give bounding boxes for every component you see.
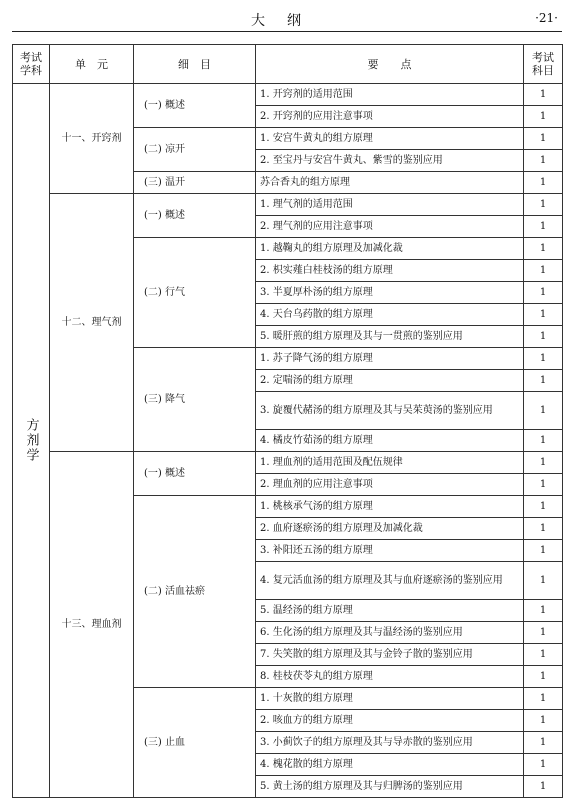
point-cell: 5. 暖肝煎的组方原理及其与一贯煎的鉴别应用	[256, 326, 524, 348]
exam-value-cell: 1	[524, 732, 563, 754]
point-cell: 1. 理气剂的适用范围	[256, 194, 524, 216]
exam-value-cell: 1	[524, 106, 563, 128]
exam-value-cell: 1	[524, 370, 563, 392]
point-cell: 2. 至宝丹与安宫牛黄丸、紫雪的鉴别应用	[256, 150, 524, 172]
syllabus-table	[12, 44, 563, 798]
column-header-exam: 考试科目	[524, 45, 563, 84]
point-cell: 4. 复元活血汤的组方原理及其与血府逐瘀汤的鉴别应用	[256, 562, 524, 600]
section-cell: (三) 温开	[134, 172, 256, 194]
point-cell: 7. 失笑散的组方原理及其与金铃子散的鉴别应用	[256, 644, 524, 666]
header-rule	[12, 31, 562, 32]
table-body	[13, 84, 563, 798]
exam-value-cell: 1	[524, 304, 563, 326]
section-cell: (二) 凉开	[134, 128, 256, 172]
point-cell: 1. 桃核承气汤的组方原理	[256, 496, 524, 518]
point-cell: 8. 桂枝茯苓丸的组方原理	[256, 666, 524, 688]
column-header-item: 细 目	[134, 45, 256, 84]
section-cell: (一) 概述	[134, 84, 256, 128]
point-cell: 2. 枳实薤白桂枝汤的组方原理	[256, 260, 524, 282]
page-header	[12, 6, 562, 32]
exam-value-cell: 1	[524, 216, 563, 238]
point-cell: 2. 定喘汤的组方原理	[256, 370, 524, 392]
point-cell: 3. 小蓟饮子的组方原理及其与导赤散的鉴别应用	[256, 732, 524, 754]
unit-cell: 十二、理气剂	[50, 194, 134, 452]
exam-value-cell: 1	[524, 518, 563, 540]
exam-value-cell: 1	[524, 562, 563, 600]
exam-value-cell: 1	[524, 326, 563, 348]
page-number: ·21·	[535, 11, 558, 25]
exam-value-cell: 1	[524, 710, 563, 732]
exam-value-cell: 1	[524, 260, 563, 282]
point-cell: 4. 天台乌药散的组方原理	[256, 304, 524, 326]
exam-value-cell: 1	[524, 496, 563, 518]
exam-value-cell: 1	[524, 282, 563, 304]
point-cell: 1. 越鞠丸的组方原理及加减化裁	[256, 238, 524, 260]
unit-cell: 十三、理血剂	[50, 452, 134, 798]
column-header-points: 要 点	[256, 45, 524, 84]
exam-value-cell: 1	[524, 172, 563, 194]
column-header-subject: 考试学科	[13, 45, 50, 84]
section-cell: (三) 止血	[134, 688, 256, 798]
table-row	[13, 194, 563, 216]
exam-value-cell: 1	[524, 540, 563, 562]
header-title: 大纲	[251, 13, 323, 29]
point-cell: 1. 苏子降气汤的组方原理	[256, 348, 524, 370]
exam-value-cell: 1	[524, 688, 563, 710]
exam-value-cell: 1	[524, 238, 563, 260]
exam-value-cell: 1	[524, 474, 563, 496]
point-cell: 2. 血府逐瘀汤的组方原理及加减化裁	[256, 518, 524, 540]
point-cell: 1. 理血剂的适用范围及配伍规律	[256, 452, 524, 474]
point-cell: 1. 开窍剂的适用范围	[256, 84, 524, 106]
subject-cell	[13, 84, 50, 798]
exam-value-cell: 1	[524, 622, 563, 644]
exam-value-cell: 1	[524, 452, 563, 474]
exam-value-cell: 1	[524, 392, 563, 430]
exam-value-cell: 1	[524, 754, 563, 776]
exam-value-cell: 1	[524, 666, 563, 688]
unit-cell: 十一、开窍剂	[50, 84, 134, 194]
exam-value-cell: 1	[524, 150, 563, 172]
point-cell: 3. 半夏厚朴汤的组方原理	[256, 282, 524, 304]
point-cell: 2. 理血剂的应用注意事项	[256, 474, 524, 496]
table-row	[13, 84, 563, 106]
subject-label: 方剂学	[23, 418, 39, 463]
point-cell: 苏合香丸的组方原理	[256, 172, 524, 194]
point-cell: 4. 槐花散的组方原理	[256, 754, 524, 776]
point-cell: 3. 补阳还五汤的组方原理	[256, 540, 524, 562]
exam-value-cell: 1	[524, 348, 563, 370]
point-cell: 4. 橘皮竹茹汤的组方原理	[256, 430, 524, 452]
exam-value-cell: 1	[524, 430, 563, 452]
exam-value-cell: 1	[524, 128, 563, 150]
exam-value-cell: 1	[524, 644, 563, 666]
exam-value-cell: 1	[524, 600, 563, 622]
section-cell: (一) 概述	[134, 194, 256, 238]
column-header-unit: 单 元	[50, 45, 134, 84]
table-row	[13, 452, 563, 474]
section-cell: (二) 行气	[134, 238, 256, 348]
section-cell: (一) 概述	[134, 452, 256, 496]
section-cell: (二) 活血祛瘀	[134, 496, 256, 688]
point-cell: 1. 十灰散的组方原理	[256, 688, 524, 710]
point-cell: 2. 理气剂的应用注意事项	[256, 216, 524, 238]
exam-value-cell: 1	[524, 776, 563, 798]
point-cell: 6. 生化汤的组方原理及其与温经汤的鉴别应用	[256, 622, 524, 644]
point-cell: 1. 安宫牛黄丸的组方原理	[256, 128, 524, 150]
point-cell: 2. 开窍剂的应用注意事项	[256, 106, 524, 128]
section-cell: (三) 降气	[134, 348, 256, 452]
exam-value-cell: 1	[524, 84, 563, 106]
table-header-row	[13, 45, 563, 84]
point-cell: 2. 咳血方的组方原理	[256, 710, 524, 732]
point-cell: 5. 黄土汤的组方原理及其与归脾汤的鉴别应用	[256, 776, 524, 798]
point-cell: 5. 温经汤的组方原理	[256, 600, 524, 622]
exam-value-cell: 1	[524, 194, 563, 216]
point-cell: 3. 旋覆代赭汤的组方原理及其与吴茱萸汤的鉴别应用	[256, 392, 524, 430]
